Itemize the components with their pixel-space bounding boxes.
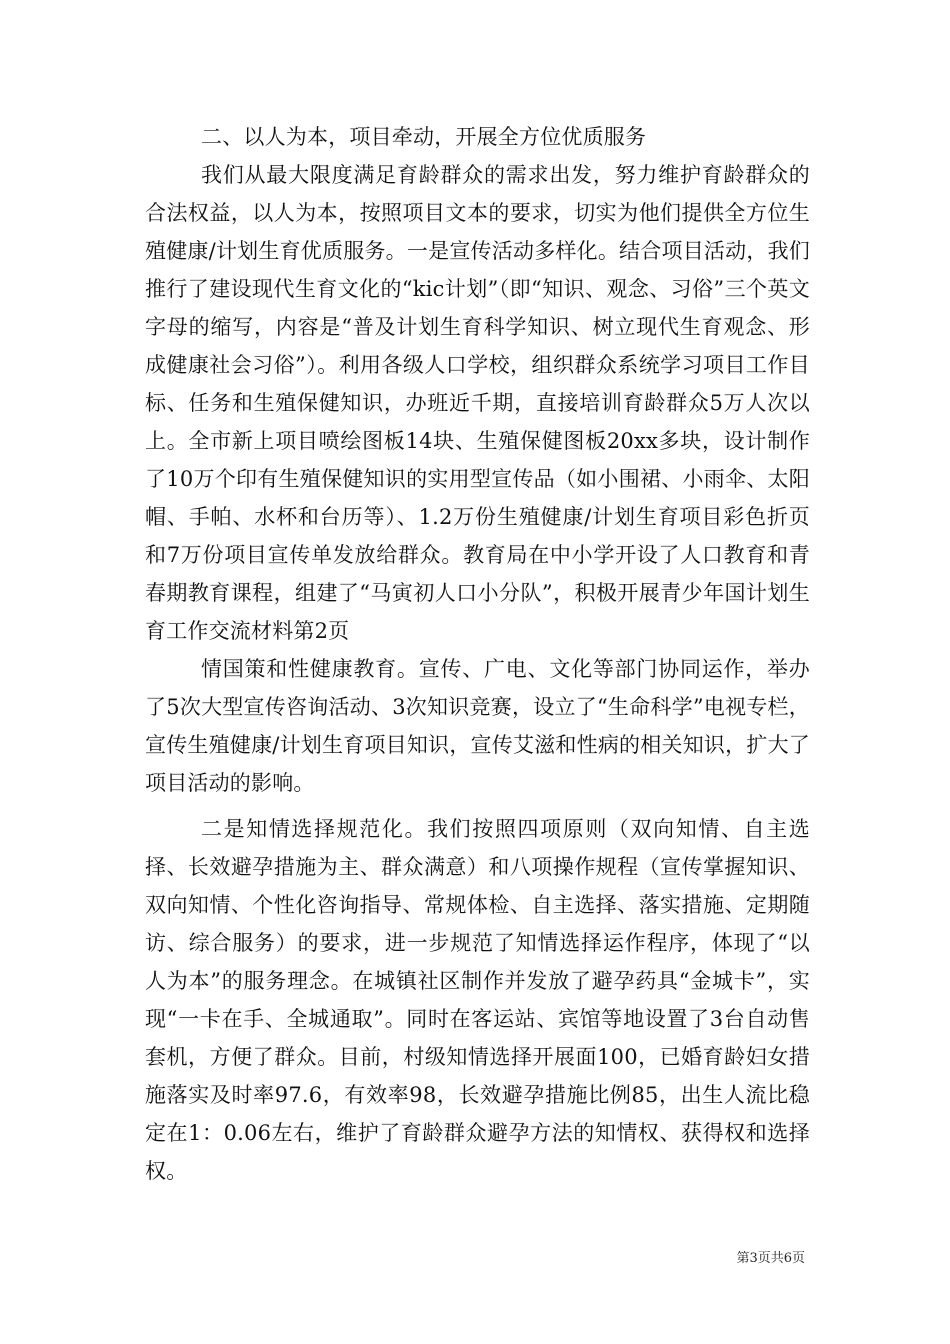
paragraph-national-policy-education: 情国策和性健康教育。宣传、广电、文化等部门协同运作，举办了5次大型宣传咨询活动、3次知识竞赛，设立了“生命科学”电视专栏，宣传生殖健康/计划生育项目知识，宣传艾滋和性病的相关知识，扩大了项目活动的影响。 <box>145 657 810 795</box>
paragraph-publicity: 我们从最大限度满足育龄群众的需求出发，努力维护育龄群众的合法权益，以人为本，按照项目文本的要求，切实为他们提供全方位生殖健康/计划生育优质服务。一是宣传活动多样化。结合项目活动，我们推行了建设现代生育文化的“kic计划”（即“知识、观念、习俗”三个英文字母的缩写，内容是“普及计划生育科学知识、树立现代生育观念、形成健康社会习俗”）。利用各级人口学校，组织群众系统学习项目工作目标、任务和生殖保健知识，办班近千期，直接培训育龄群众5万人次以上。全市新上项目喷绘图板14块、生殖保健图板20xx多块，设计制作了10万个印有生殖保健知识的实用型宣传品（如小围裙、小雨伞、太阳帽、手帕、水杯和台历等）、1.2万份生殖健康/计划生育项目彩色折页和7万份项目宣传单发放给群众。教育局在中小学开设了人口教育和青春期教育课程，组建了“马寅初人口小分队”，积极开展青少年国计划生育工作交流材料第2页 <box>145 163 810 643</box>
page-number-footer: 第3页共6页 <box>736 1251 805 1266</box>
paragraph-informed-choice: 二是知情选择规范化。我们按照四项原则（双向知情、自主选择、长效避孕措施为主、群众满意）和八项操作规程（宣传掌握知识、双向知情、个性化咨询指导、常规体检、自主选择、落实措施、定期随访、综合服务）的要求，进一步规范了知情选择运作程序，体现了“以人为本”的服务理念。在城镇社区制作并发放了避孕药具“金城卡”，实现“一卡在手、全城通取”。同时在客运站、宾馆等地设置了3台自动售套机，方便了群众。目前，村级知情选择开展面100，已婚育龄妇女措施落实及时率97.6，有效率98，长效避孕措施比例85，出生人流比稳定在1：0.06左右，维护了育龄群众避孕方法的知情权、获得权和选择权。 <box>145 817 810 1183</box>
section-heading: 二、以人为本，项目牵动，开展全方位优质服务 <box>201 125 647 149</box>
document-body <box>145 118 810 1190</box>
